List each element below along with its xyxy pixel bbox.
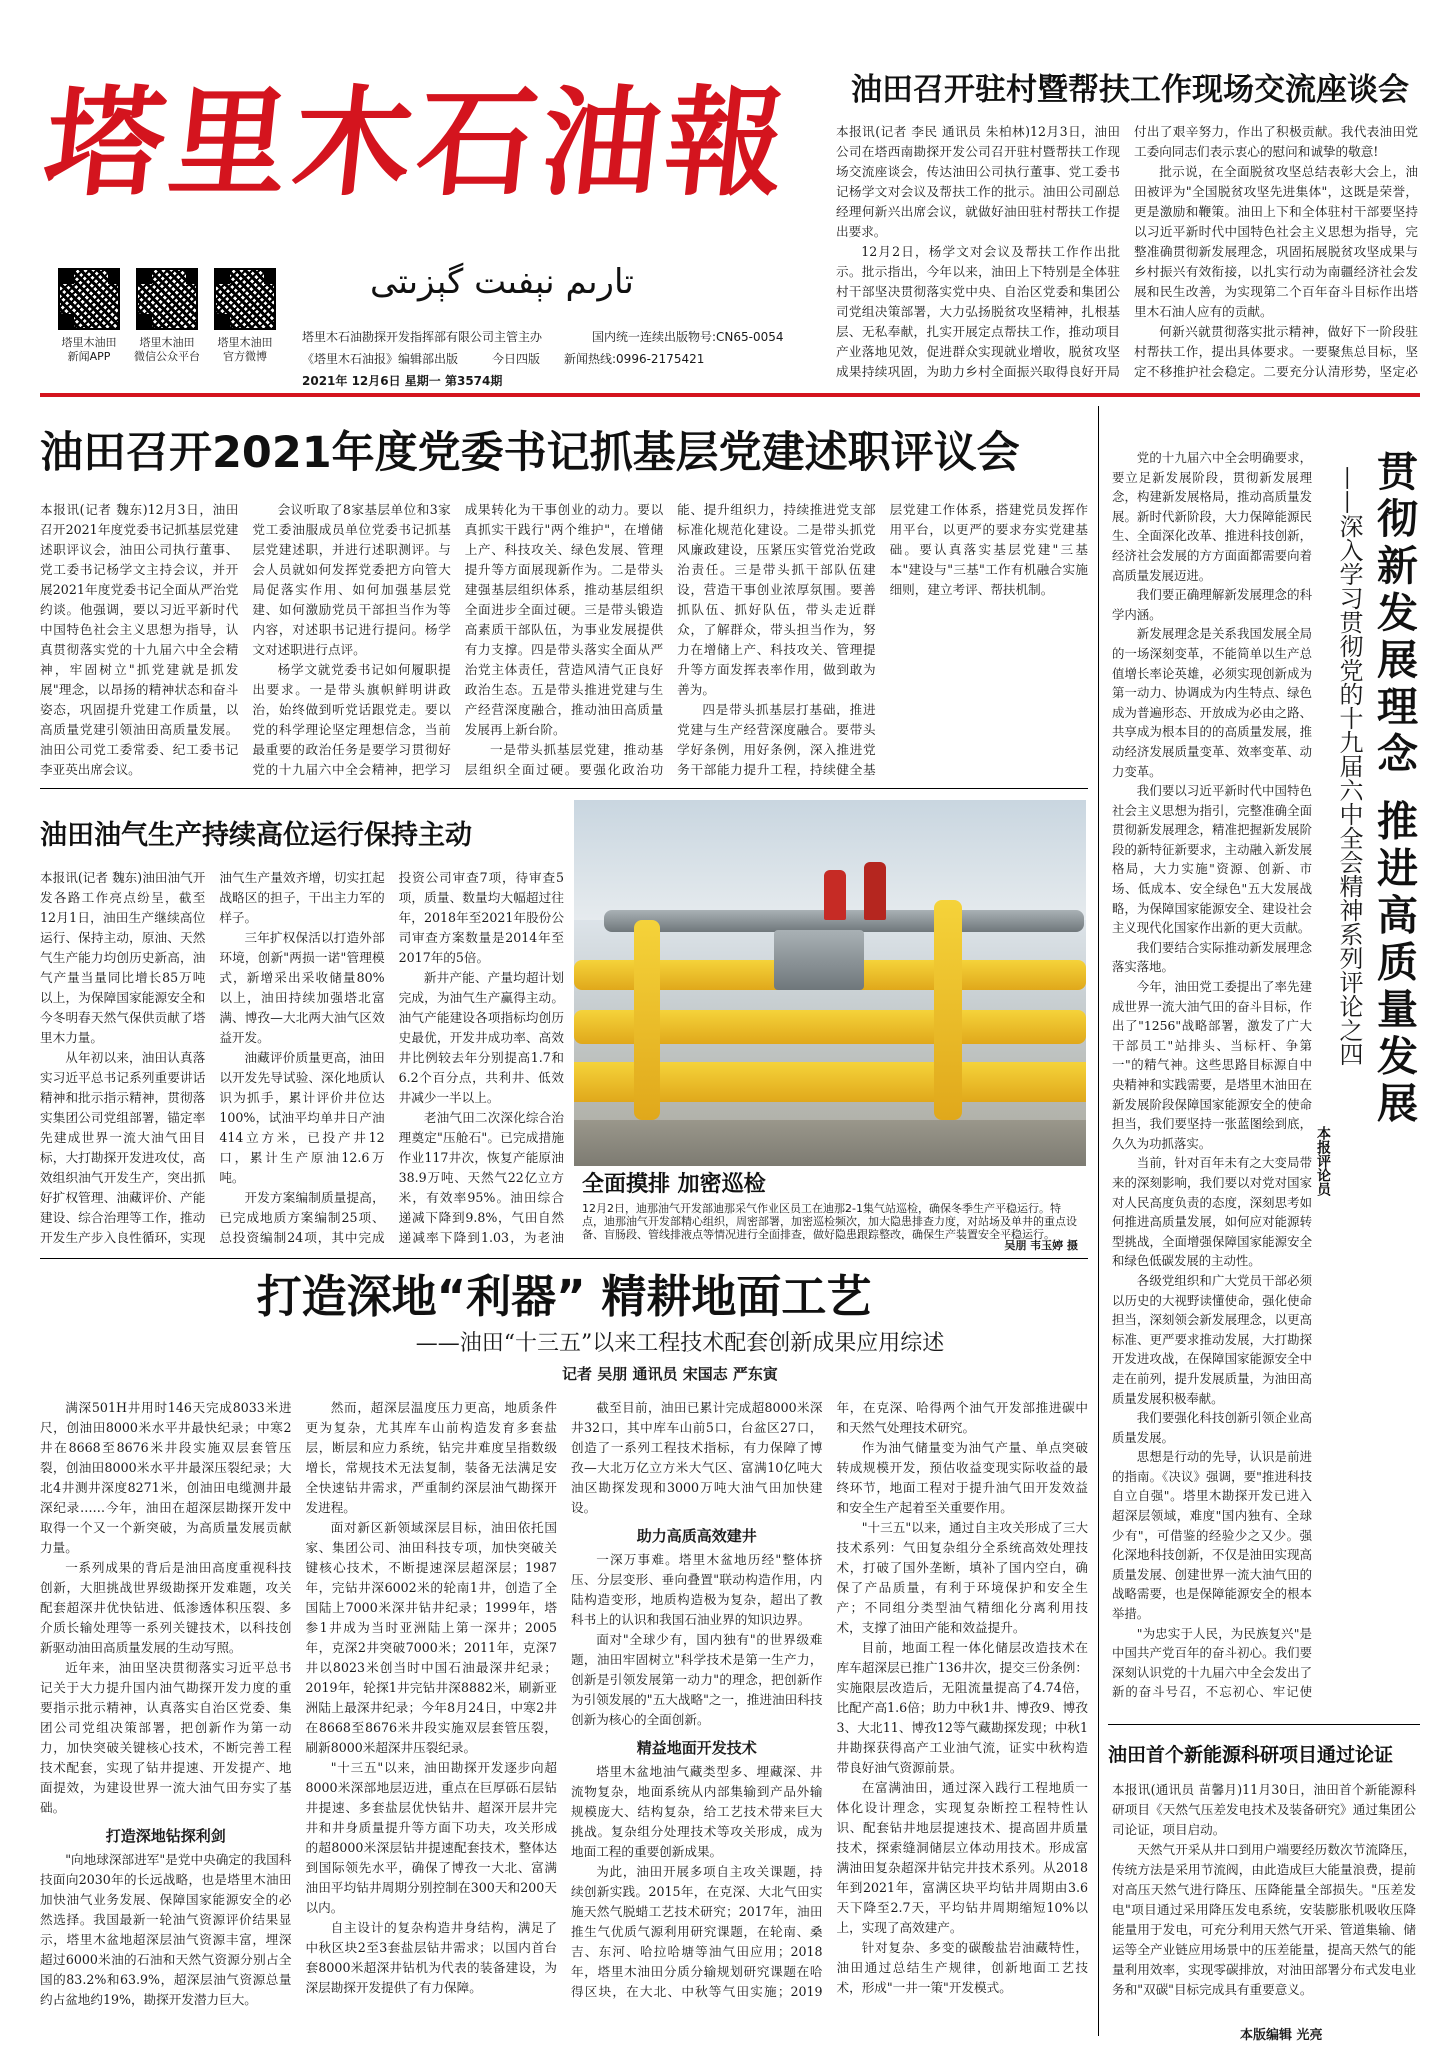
publisher: 塔里木石油勘探开发指挥部有限公司主管主办 (302, 330, 543, 344)
article4-headline: 打造深地“利器” 精耕地面工艺 (256, 1270, 872, 1323)
masthead-divider (40, 393, 1420, 397)
paragraph: 针对复杂、多变的碳酸盐岩油藏特性，油田通过总结生产规律，创新地面工艺技术，形成"一井一策"开发模式。 (836, 1940, 1088, 1995)
article2-headline: 油田召开2021年度党委书记抓基层党建述职评议会 (40, 428, 1020, 478)
paragraph: 今年，油田党工委提出了率先建成世界一流大油气田的奋斗目标，作出了"1256"战略部署，激发了广大干部员工"站排头、当标杆、争第一"的精气神。这些思路目标源自中央精神和实践需要，是塔里木油田在新发展阶段保障国家能源安全的使命担当，我们要坚持一张蓝图绘到底，久久为功抓落实。 (1112, 979, 1312, 1151)
paragraph: 从年初以来，油田认真落实习近平总书记系列重要讲话精神和批示指示精神，贯彻落实集团公司党组部署，锚定率先建成世界一流大油气田目标，大打勘探开发进攻仗，高效组织油气开发生产，突出抓好扩权管理、油藏评价、产能建设、综合治理等工作，推动开发生产步入良性循环，实现油气生产量效齐增，切实扛起战略区的担子，干出主力军的样子。 (40, 870, 385, 1245)
paragraph: 一是带头抓基层党建，推动基层组织全面过硬。要强化政治功能、提升组织力，持续推进党支部标准化规范化建设。二是带头抓党风廉政建设，压紧压实管党治党政治责任。三是带头抓干部队伍建设，营造干事创业浓厚氛围。要善抓队伍、抓好队伍，带头走近群众，了解群众，带头担当作为，努力在增储上产、科技攻关、管理提升等方面发挥表率作用，做到敢为善为。 (464, 502, 876, 777)
qr-code-icon (214, 268, 276, 330)
caption-body: 12月2日，迪那油气开发部迪那采气作业区员工在迪那2-1集气站巡检，确保冬季生产平稳运行。特点，迪那油气开发部精心组织，周密部署，加密巡检频次，加大隐患排查力度，对站场及单井的重点设备、盲肠段、管线排液点等情况进行全面排查，做好隐患跟踪整改，确保生产装置安全平稳运行。 (582, 1202, 1077, 1240)
divider (40, 1258, 1088, 1259)
article3-body (40, 868, 564, 1248)
hotline: 新闻热线:0996-2175421 (564, 352, 705, 366)
paragraph: 思想是行动的先导，认识是前进的指南。《决议》强调，要"推进科技自立自强"。塔里木勘探开发已进入超深层领域，难度"国内独有、全球少有"，可借鉴的经验少之又少。强化深地科技创新，不仅是油田实现高质量发展、创建世界一流大油气田的战略需要，也是保障能源安全的根本举措。 (1112, 1449, 1312, 1622)
paragraph: 杨学文就党委书记如何履职提出要求。一是带头旗帜鲜明讲政治，始终做到听党话跟党走。要以党的科学理论坚定理想信念，当前最重要的政治任务是要学习贯彻好党的十九届六中全会精神，把学习成果转化为干事创业的动力。要以真抓实干践行"两个维护"，在增储上产、科技攻关、绿色发展、管理提升等方面展现新作为。二是带头建强基层组织体系，推动基层组织全面进步全面过硬。三是带头锻造高素质干部队伍，为事业发展提供有力支撑。四是带头落实全面从严治党主体责任，营造风清气正良好政治生态。五是带头推进党建与生产经营深度融合，推动油田高质量发展再上新台阶。 (252, 502, 664, 777)
paragraph: 本报讯(记者 魏东)油田油气开发各路工作亮点纷呈，截至12月1日，油田生产继续高位运行、保持主动，原油、天然气生产能力均创历史新高，油气产量当量同比增长85万吨以上，为保障国家能源安全和今冬明春天然气保供贡献了塔里木力量。 (40, 870, 206, 1045)
masthead-uyghur: تارىم نېفىت گېزىتى (370, 262, 634, 302)
paragraph: 塔里木盆地油气藏类型多、埋藏深、井流物复杂，地面系统从内部集输到产品外输规模庞大、结构复杂，给工艺技术带来巨大挑战。复杂组分处理技术等攻关形成，成为地面工程的重要创新成果。 (571, 1764, 823, 1859)
paragraph: 开发方案编制质量提高，已完成地质方案编制25项、总投资编制24项，其中完成投资公司审查7项，待审查5项，质量、数量均大幅超过往年，2018年至2021年股份公司审查方案数量是2014年至2017年的5倍。 (219, 870, 564, 1245)
qr-app[interactable] (58, 268, 120, 330)
paragraph: 我们要强化科技创新引领企业高质量发展。 (1112, 1410, 1312, 1445)
article4-byline: 记者 吴朋 通讯员 宋国志 严东寅 (562, 1365, 778, 1383)
section-subhead: 精益地面开发技术 (636, 1739, 757, 1757)
masthead (40, 40, 820, 390)
page-editor: 本版编辑 光亮 (1240, 2028, 1323, 2043)
paragraph: "十三五"以来，通过自主攻关形成了三大技术系列：气田复杂组分全系统高效处理技术，打破了国外垄断，填补了国内空白，确保了产品质量，有利于环境保护和安全生产；不同组分类型油气精细化分离利用技术，支撑了油田产能和效益提升。 (836, 1520, 1088, 1635)
paragraph: 批示说，在全面脱贫攻坚总结表彰大会上，油田被评为"全国脱贫攻坚先进集体"，这既是荣誉，更是激励和鞭策。油田上下和全体驻村干部要坚持以习近平新时代中国特色社会主义思想为指导，完整准确贯彻新发展理念，巩固拓展脱贫攻坚成果与乡村振兴有效衔接，以扎实行动为南疆经济社会发展和民生改善，为实现第二个百年奋斗目标作出塔里木石油人应有的贡献。 (1134, 164, 1418, 319)
article5-headline: 油田首个新能源科研项目通过论证 (1108, 1744, 1394, 1766)
qr-label: 塔里木油田 微信公众平台 (134, 336, 200, 363)
paragraph: 我们要结合实际推动新发展理念落实落地。 (1112, 939, 1312, 975)
paragraph: 各级党组织和广大党员干部必须以历史的大视野读懂使命，强化使命担当，深刻领会新发展理念，以更高标准、更严要求推动发展，大打勘探开发进攻战，在保障国家能源安全中走在前列，提升发展质量，为油田高质量发展积极奉献。 (1112, 1272, 1312, 1406)
article1-body (836, 122, 1418, 390)
paragraph: 会议听取了8家基层单位和3家党工委油服成员单位党委书记抓基层党建述职，并进行述职测评。与会人员就如何发挥党委把方向管大局促落实作用、如何加强基层党建、如何激励党员干部担当作为等内容，对述职书记进行提问。杨学文对述职进行点评。 (252, 502, 451, 657)
paragraph: 本报讯(记者 李民 通讯员 朱柏林)12月3日，油田公司在塔西南勘探开发公司召开驻村暨帮扶工作现场交流座谈会，传达油田公司执行董事、党工委书记杨学文对会议及帮扶工作的批示。油田公司副总经理何新兴出席会议，就做好油田驻村帮扶工作提出要求。 (836, 124, 1120, 239)
qr-code-icon (136, 268, 198, 330)
qr-code-icon (58, 268, 120, 330)
photo-pipeline-inspection (574, 800, 1086, 1166)
paragraph: 本报讯(通讯员 苗馨月)11月30日，油田首个新能源科研项目《天然气压差发电技术及装备研究》通过集团公司论证，项目启动。 (1112, 1782, 1416, 1837)
paragraph: 新发展理念是关系我国发展全局的一场深刻变革，不能简单以生产总值增长率论英雄，必须实现创新成为第一动力、协调成为内生特点、绿色成为普遍形态、开放成为必由之路、共享成为根本目的的高质量发展，推动经济发展质量变革、效率变革、动力变革。 (1112, 626, 1312, 779)
cn-number: 国内统一连续出版物号:CN65-0054 (592, 330, 784, 344)
article4-subheadline: ——油田“十三五”以来工程技术配套创新成果应用综述 (415, 1331, 945, 1356)
qr-wechat[interactable] (136, 268, 198, 330)
divider (40, 788, 1088, 789)
paragraph: 党的十九届六中全会明确要求，要立足新发展阶段，贯彻新发展理念，构建新发展格局，推动高质量发展。新时代新阶段，大力保障能源民生、全面深化改革、推进科技创新，经济社会发展的方方面面都需要向着高质量发展迈进。 (1112, 450, 1312, 583)
paragraph: 一深万事难。塔里木盆地历经"整体挤压、分层变形、垂向叠置"联动构造作用，内陆构造变形，地质构造极为复杂，超出了教科书上的认识和我国石油业界的知识边界。 (571, 1552, 823, 1627)
qr-label: 塔里木油田 新闻APP (61, 336, 117, 363)
sidebar-body (1112, 448, 1312, 1718)
paragraph: 三年扩权保活以打造外部环境，创新"两损一诺"管理模式，新增采出采收储量80%以上，油田持续加强塔北富满、博孜—大北两大油气区效益开发。 (219, 930, 385, 1045)
divider (1108, 1724, 1420, 1725)
paragraph: 12月2日，杨学文对会议及帮扶工作作出批示。批示指出，今年以来，油田上下特别是全体驻村干部坚决贯彻落实党中央、自治区党委和集团公司党组决策部署，大力弘扬脱贫攻坚精神，扎根基层、无私奉献，扎实开展定点帮扶工作，推动项目产业落地见效，促进群众实现就业增收，脱贫攻坚成果持续巩固，为助力乡村全面振兴取得良好开局付出了艰辛努力，作出了积极贡献。我代表油田党工委向同志们表示衷心的慰问和诚挚的敬意! (836, 124, 1418, 379)
paragraph: 满深501H井用时146天完成8033米进尺，创油田8000米水平井最快纪录；中寒2井在8668至8676米井段实施双层套管压裂，创油田8000米水平井最深压裂纪录；大北4井测井深度8271米，创油田电缆测井最深纪录……今年，油田在超深层勘探开发中取得一个又一个新突破，为高质量发展贡献力量。 (40, 1400, 292, 1555)
paragraph: 当前，针对百年未有之大变局带来的深刻影响，我们要以对党对国家对人民高度负责的态度，深刻思考如何推进高质量发展，如何应对能源转型挑战，全面增强保障国家能源安全和绿色低碳发展的主动性。 (1112, 1155, 1312, 1269)
paragraph: 自主设计的复杂构造井身结构，满足了中秋区块2至3套盐层钻井需求；以国内首台套8000米超深井钻机为代表的装备建设，为深层勘探开发提供了有力保障。 (305, 1920, 557, 1995)
sidebar-commentary (1108, 406, 1420, 1722)
paragraph: 天然气开采从井口到用户端要经历数次节流降压，传统方法是采用节流阀，由此造成巨大能量浪费，提前对高压天然气进行降压、压降能量全部损失。"压差发电"项目通过采用降压发电系统，安装膨胀机吸收压降能量用于发电，可充分利用天然气开采、管道集输、储运等全产业链应用场景中的压差能量，提高天然气的能量利用效率，实现零碳排放，对油田部署分布式发电业务和"双碳"目标完成具有重要意义。 (1112, 1842, 1416, 1997)
qr-label: 塔里木油田 官方微博 (217, 336, 273, 363)
photo-caption (574, 1168, 1086, 1252)
paragraph: 我们要以习近平新时代中国特色社会主义思想为指引，完整准确全面贯彻新发展理念，精准把握新发展阶段的新特征新要求，主动融入新发展格局，大力实施"资源、创新、市场、低成本、安全绿色"五大发展战略，为保障国家能源安全、建设社会主义现代化国家作出新的更大贡献。 (1112, 783, 1312, 936)
issue-date: 2021年 12月6日 星期一 第3574期 (302, 374, 503, 388)
sidebar-author: 本报评论员 (1315, 1126, 1331, 1196)
article2-body (40, 500, 1088, 780)
paragraph: 在富满油田，通过深入践行工程地质一体化设计理念，实现复杂断控工程特性认识、配套钻井地层提速技术、提高固井质量技术，探索缝洞储层立体动用技术。形成富满油田复杂超深井钻完井技术系列。从2018年到2021年，富满区块平均钻井周期由3.6天下降至2.7天，平均钻井周期缩短10%以上，实现了高效建产。 (836, 1780, 1088, 1935)
qr-weibo[interactable] (214, 268, 276, 330)
edit-dept: 《塔里木石油报》编辑部出版 (302, 352, 459, 366)
sidebar-subheadline: ——深入学习贯彻党的十九届六中全会精神系列评论之四 (1335, 466, 1363, 1066)
paragraph: 新井产能、产量均超计划完成，为油气生产赢得主动。油气产能建设各项指标均创历史最优，开发井成功率、高效井比例较去年分别提高1.7和6.2个百分点，共利井、低效井减少一半以上。 (398, 970, 564, 1105)
paragraph: "向地球深部进军"是党中央确定的我国科技面向2030年的长远战略，也是塔里木油田加快油气业务发展、保障国家能源安全的必然选择。我国最新一轮油气资源评价结果显示，塔里木盆地超深层油气资源丰富，埋深超过6000米油的石油和天然气资源分别占全国的83.2%和63.9%，超深层油气资源总量约占盆地约19%，勘探开发潜力巨大。 (40, 1852, 292, 2007)
paragraph: 面对"全球少有，国内独有"的世界级难题，油田牢固树立"科学技术是第一生产力，创新是引领发展第一动力"的理念，把创新作为引领发展的"五大战略"之一，推进油田科技创新为核心的全面创新。 (571, 1632, 823, 1727)
paragraph: 为此，油田开展多项自主攻关课题，持续创新实践。2015年，在克深、大北气田实施天然气脱蜡工艺技术研究；2017年，油田推生气优质气源利用研究课题，在轮南、桑吉、东河、哈拉哈塘等油气田应用；2018年，塔里木油田分质分输规划研究课题在哈得区块，在大北、中秋等气田实施；2019年，在克深、哈得两个油气开发部推进碳中和天然气处理技术研究。 (571, 1400, 1088, 1999)
paragraph: 面对新区新领域深层目标，油田依托国家、集团公司、油田科技专项，加快突破关键核心技术，不断提速深层超深层；1987年，完钻井深6002米的轮南1井，创造了全国陆上7000米深井钻井纪录；1999年，塔参1井成为当时亚洲陆上第一深井；2005年，克深2井突破7000米；2011年，克深7井以8023米创当时中国石油最深井纪录；2019年，轮探1井完钻井深8882米，刷新亚洲陆上最深井纪录；今年8月24日，中寒2井在8668至8676米井段实施双层套管压裂，刷新8000米超深井压裂纪录。 (305, 1520, 557, 1755)
paragraph: 我们要正确理解新发展理念的科学内涵。 (1112, 587, 1312, 622)
paragraph: 一系列成果的背后是油田高度重视科技创新，大胆挑战世界级勘探开发难题，攻关配套超深井优快钻进、低渗透体积压裂、多介质长输处理等一系列关键技术，以科技创新驱动油田高质量发展的生动写照。 (40, 1560, 292, 1655)
sidebar-headline: 贯彻新发展理念 推进高质量发展 (1370, 450, 1418, 1129)
article5-body (1112, 1780, 1416, 2012)
paragraph: "十三五"以来，油田勘探开发逐步向超8000米深部地层迈进，重点在巨厚砾石层钻井提速、多套盐层优快钻井、超深开层井完井和井身质量提升等方面下功夫，攻关形成的超8000米深层钻井提速配套技术，整体达到国际领先水平，确保了博孜一大北、富满油田平均钻井周期分别控制在300天和200天以内。 (305, 1760, 557, 1915)
paragraph: 油藏评价质量更高，油田以开发先导试验、深化地质认识为抓手，累计评价井位达100%，试油平均单井日产油414立方米，已投产井12口，累计生产原油12.6万吨。 (219, 1050, 385, 1185)
column-divider (1098, 406, 1099, 2036)
pages: 今日四版 (492, 352, 541, 366)
paragraph: 四是带头抓基层打基础，推进党建与生产经营深度融合。要带头学好条例，用好条例，深入推进党务干部能力提升工程，持续健全基层党建工作体系，搭建党员发挥作用平台，以更严的要求夯实党建基础。要认真落实基层党建"三基本"建设与"三基"工作有机融合实施细则，建立考评、帮扶机制。 (677, 502, 1088, 777)
paragraph: 何新兴就贯彻落实批示精神，做好下一阶段驻村帮扶工作，提出具体要求。一要聚焦总目标，坚定不移推护社会稳定。二要充分认清形势，坚定必 (1134, 324, 1418, 379)
caption-title: 全面摸排 加密巡检 (582, 1172, 766, 1197)
paragraph: 然而，超深层温度压力更高，地质条件更为复杂，尤其库车山前构造发育多套盐层，断层和应力系统，钻完井难度呈指数级增长，常规技术无法复制，装备无法满足安全快速钻井需求，严重制约深层油气勘探开发进程。 (305, 1400, 557, 1515)
paragraph: 作为油气储量变为油气产量、单点突破转成规模开发，预估收益变现实际收益的最终环节，地面工程对于提升油气田开发效益和安全生产起着至关重要作用。 (836, 1440, 1088, 1515)
masthead-title: 塔里木石油報 (38, 73, 798, 212)
paragraph: 本报讯(记者 魏东)12月3日，油田召开2021年度党委书记抓基层党建述职评议会，油田公司执行董事、党工委书记杨学文主持会议，并开展2021年度党委书记全面从严治党约谈。他强调，要以习近平新时代中国特色社会主义思想为指导，认真贯彻落实党的十九届六中全会精神，牢固树立"抓党建就是抓发展"理念，以昂扬的精神状态和奋斗姿态，巩固提升党建工作质量，以高质量党建引领油田高质量发展。油田公司党工委常委、纪工委书记李亚英出席会议。 (40, 502, 239, 777)
paragraph: 近年来，油田坚决贯彻落实习近平总书记关于大力提升国内油气勘探开发力度的重要指示批示精神，认真落实自治区党委、集团公司党组决策部署，把创新作为第一动力，加快突破关键核心技术，不断完善工程技术配套，实现了钻井提速、开发提产、地面提效，为建设世界一流大油气田夯实了基础。 (40, 1660, 292, 1815)
section-subhead: 助力高质高效建井 (636, 1527, 757, 1545)
article1-headline: 油田召开驻村暨帮扶工作现场交流座谈会 (851, 72, 1409, 108)
article3-headline: 油田油气生产持续高位运行保持主动 (40, 820, 472, 851)
paragraph: "为忠实于人民，为民族复兴"是中国共产党百年的奋斗初心。我们要深刻认识党的十九届六中全会发出了新的奋斗号召，不忘初心、牢记使 (1112, 1625, 1312, 1700)
article4-body (40, 1398, 1088, 2020)
paragraph: 目前，地面工程一体化储层改造技术在库车超深层已推广136井次，提交三份条例：实施限层改造后，无阻流量提高了4.74倍，比配产高1.6倍；助力中秋1井、博孜9、博孜3、大北11、博孜12等气藏勘探发现；中秋1井勘探获得高产工业油气流，证实中秋构造带良好油气资源前景。 (836, 1640, 1088, 1775)
paragraph: 老油气田二次深化综合治理奠定"压舱石"。已完成措施作业117井次，恢复产能原油38.9万吨、天然气22亿立方米，有效率95%。油田综合递减下降到9.8%，气田自然递减率下降到1.03，为老油 (398, 1110, 564, 1245)
photo-credit: 吴朋 韦玉婷 摄 (1004, 1239, 1078, 1252)
paragraph: 截至目前，油田已累计完成超8000米深井32口，其中库车山前5口，台盆区27口，创造了一系列工程技术指标，有力保障了博孜—大北万亿立方米大气区、富满10亿吨大油区勘探发现和3000万吨大油气田加快建设。 (571, 1400, 823, 1515)
section-subhead: 打造深地钻探利剑 (105, 1827, 226, 1845)
